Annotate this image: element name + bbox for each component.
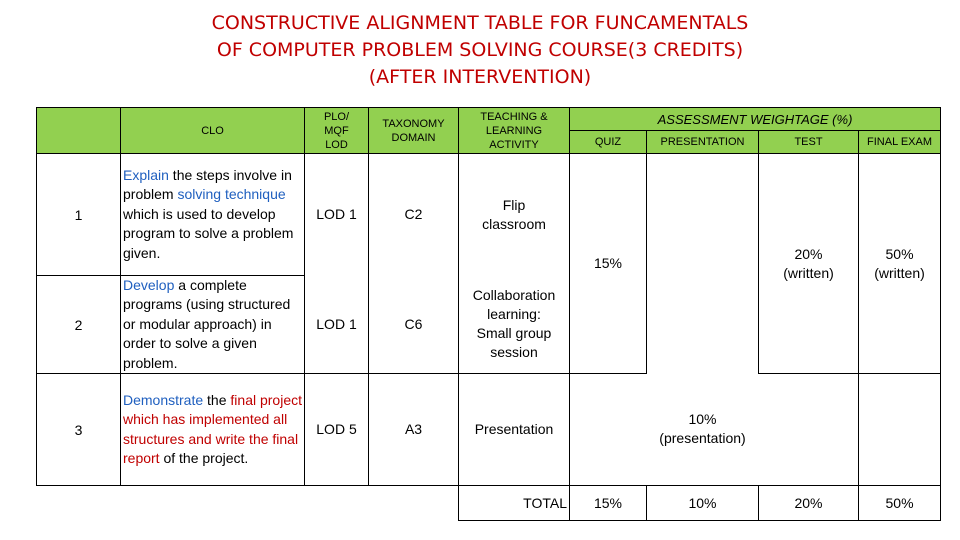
clo-description: Explain the steps involve in problem solving technique which is used to develop program to solve a problem given. <box>121 154 305 276</box>
clo-number: 1 <box>37 154 121 276</box>
blank-cell <box>121 486 305 521</box>
table-row <box>37 374 941 486</box>
taxonomy-domain: C6 <box>369 276 459 374</box>
clo-number: 3 <box>37 374 121 486</box>
total-test: 20% <box>759 486 859 521</box>
plo-mqf-lod: LOD 1 <box>305 154 369 276</box>
page-title <box>0 10 960 91</box>
presentation-weight-empty <box>647 154 759 374</box>
clo-description: Develop a complete programs (using structured or modular approach) in order to solve a given problem. <box>121 276 305 374</box>
total-quiz: 15% <box>570 486 647 521</box>
test-weight-empty <box>759 374 859 486</box>
header-taxonomy: TAXONOMY DOMAIN <box>369 108 459 154</box>
total-presentation: 10% <box>647 486 759 521</box>
taxonomy-domain: C2 <box>369 154 459 276</box>
header-tla: TEACHING & LEARNING ACTIVITY <box>459 108 570 154</box>
final-exam-weight-empty <box>859 374 941 486</box>
plo-mqf-lod: LOD 1 <box>305 276 369 374</box>
final-exam-weight: 50% (written) <box>859 154 941 374</box>
total-row <box>37 486 941 521</box>
quiz-weight-empty <box>570 374 647 486</box>
plo-mqf-lod: LOD 5 <box>305 374 369 486</box>
clo-number: 2 <box>37 276 121 374</box>
taxonomy-domain: A3 <box>369 374 459 486</box>
total-label: TOTAL <box>459 486 570 521</box>
blank-cell <box>305 486 369 521</box>
header-number <box>37 108 121 154</box>
table-row <box>37 154 941 276</box>
header-assessment-weightage: ASSESSMENT WEIGHTAGE (%) <box>570 108 941 131</box>
clo-description: Demonstrate the final project which has implemented all structures and write the final report of the project. <box>121 374 305 486</box>
title-line-3: (AFTER INTERVENTION) <box>368 66 592 88</box>
teaching-learning-activity: Presentation <box>459 374 570 486</box>
title-line-1: CONSTRUCTIVE ALIGNMENT TABLE FOR FUNCAMENTALS <box>211 12 749 34</box>
presentation-weight: 10% (presentation) <box>647 374 759 486</box>
header-plo: PLO/ MQF LOD <box>305 108 369 154</box>
header-quiz: QUIZ <box>570 131 647 154</box>
test-weight: 20% (written) <box>759 154 859 374</box>
header-presentation: PRESENTATION <box>647 131 759 154</box>
blank-cell <box>37 486 121 521</box>
header-clo: CLO <box>121 108 305 154</box>
total-final-exam: 50% <box>859 486 941 521</box>
title-line-2: OF COMPUTER PROBLEM SOLVING COURSE(3 CREDITS) <box>216 39 744 61</box>
header-final-exam: FINAL EXAM <box>859 131 941 154</box>
blank-cell <box>369 486 459 521</box>
teaching-learning-activity: Collaboration learning: Small group session <box>459 276 570 374</box>
header-test: TEST <box>759 131 859 154</box>
alignment-table <box>36 107 941 521</box>
teaching-learning-activity: Flip classroom <box>459 154 570 276</box>
quiz-weight: 15% <box>570 154 647 374</box>
